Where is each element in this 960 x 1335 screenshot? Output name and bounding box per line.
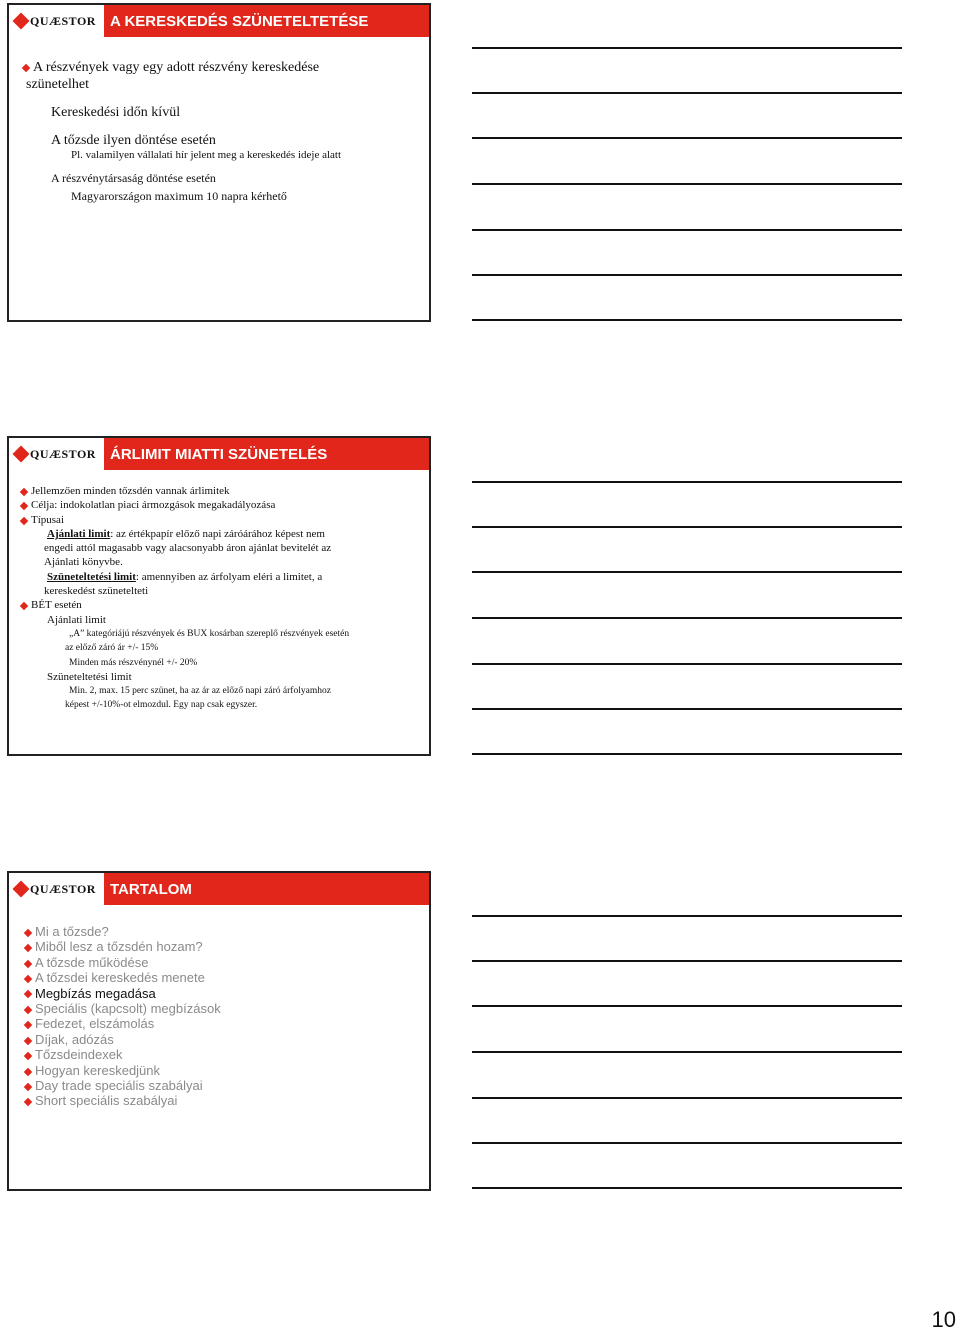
logo-diamond-icon [13, 446, 30, 463]
term-offer-limit: Ajánlati limit [47, 527, 111, 540]
sub-item: Kereskedési időn kívül [51, 105, 181, 120]
bullet-text: Típusai [21, 513, 419, 527]
sub-sub-item: Minden más részvénynél +/- 20% [69, 657, 198, 668]
sub-sub-item: Magyarországon maximum 10 napra kérhető [71, 189, 287, 203]
bullet-text: Jellemzően minden tőzsdén vannak árlimitek [21, 484, 419, 498]
toc-item: Speciális (kapcsolt) megbízások [25, 1001, 419, 1016]
toc-item: Díjak, adózás [25, 1032, 419, 1047]
toc-item: Short speciális szabályai [25, 1093, 419, 1108]
toc-item: A tőzsdei kereskedés menete [25, 970, 419, 985]
slide-trading-suspension [7, 3, 431, 322]
bullet-text: BÉT esetén [21, 598, 419, 612]
sub-item-cont: Ajánlati könyvbe. [44, 556, 123, 569]
term-desc: : amennyiben az árfolyam eléri a limitet, a [135, 570, 323, 583]
toc-item: Mi a tőzsde? [25, 924, 419, 939]
toc-item: Hogyan kereskedjünk [25, 1063, 419, 1078]
questor-logo [9, 873, 104, 905]
bullet-text: A részvények vagy egy adott részvény kereskedése [23, 59, 419, 76]
toc-item: Miből lesz a tőzsdén hozam? [25, 939, 419, 954]
sub-item: A részvénytársaság döntése esetén [51, 171, 216, 185]
sub-sub-item-cont: az előző záró ár +/- 15% [65, 643, 159, 654]
sub-sub-item-cont: képest +/-10%-ot elmozdul. Egy nap csak egyszer. [65, 700, 258, 711]
sub-sub-item: Min. 2, max. 15 perc szünet, ha az ár az előző napi záró árfolyamhoz [69, 686, 331, 697]
sub-sub-item: Pl. valamilyen vállalati hír jelent meg a kereskedés ideje alatt [71, 149, 342, 161]
sub-item-cont: kereskedést szünetelteti [44, 585, 149, 598]
bullet-text: Célja: indokolatlan piaci ármozgások megakadályozása [21, 498, 419, 512]
table-of-contents [9, 905, 429, 1109]
logo-text: QUÆSTOR [30, 446, 96, 461]
toc-item: Day trade speciális szabályai [25, 1078, 419, 1093]
term-desc: : az értékpapír előző napi záróárához képest nem [110, 527, 325, 540]
sub-item: Szüneteltetési limit [47, 670, 132, 683]
toc-item: Fedezet, elszámolás [25, 1016, 419, 1031]
slide-title: A KERESKEDÉS SZÜNETELTETÉSE [104, 5, 429, 37]
slide-header [9, 438, 429, 470]
slide-title: TARTALOM [104, 873, 429, 905]
sub-item: A tőzsde ilyen döntése esetén [51, 133, 216, 148]
toc-item: Tőzsdeindexek [25, 1047, 419, 1062]
page-number: 10 [931, 1307, 956, 1332]
questor-logo [9, 5, 104, 37]
logo-diamond-icon [13, 881, 30, 898]
toc-item: A tőzsde működése [25, 955, 419, 970]
questor-logo [9, 438, 104, 470]
term-suspension-limit: Szüneteltetési limit [47, 570, 136, 583]
toc-item: Megbízás megadása [25, 986, 419, 1001]
bullet-text-cont: szünetelhet [26, 77, 89, 92]
slide-header [9, 5, 429, 37]
sub-item: Ajánlati limit [47, 613, 106, 626]
sub-item [21, 527, 419, 541]
slide-title: ÁRLIMIT MIATTI SZÜNETELÉS [104, 438, 429, 470]
logo-text: QUÆSTOR [30, 13, 96, 28]
sub-item [21, 570, 419, 584]
logo-text: QUÆSTOR [30, 881, 96, 896]
sub-item-cont: engedi attól magasabb vagy alacsonyabb áron ajánlat bevitelét az [44, 542, 332, 555]
logo-diamond-icon [13, 13, 30, 30]
slide-price-limit [7, 436, 431, 756]
slide-header [9, 873, 429, 905]
sub-sub-item: „A” kategóriájú részvények és BUX kosárban szereplő részvények esetén [69, 628, 350, 639]
slide-contents [7, 871, 431, 1191]
